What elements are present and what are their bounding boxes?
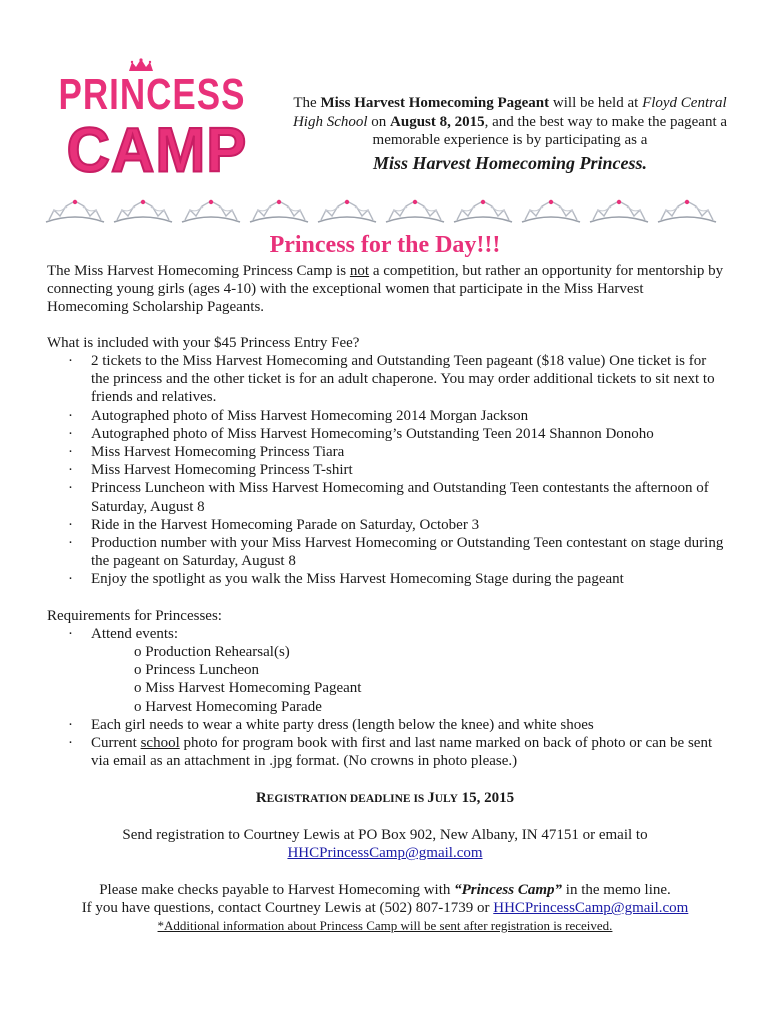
list-item [62, 461, 727, 479]
intro-description [47, 262, 727, 317]
list-item [62, 443, 727, 461]
deadline-date: 15, 2015 [457, 790, 515, 806]
list-item-text: Enjoy the spotlight as you walk the Miss Harvest Homecoming Stage during the pageant [91, 571, 624, 588]
tiara-icon [46, 200, 104, 222]
deadline-text: DEADLINE IS [346, 793, 428, 805]
bullet-icon: · [68, 516, 73, 533]
bullet-icon: · [68, 480, 73, 497]
list-item-text: Each girl needs to wear a white party dress (length below the knee) and white shoes [91, 717, 594, 733]
description-text: a competition, but rather an opportunity for mentorship by connecting young girls (ages 4-10) with the exceptional women that participate in the Miss Harvest Homecoming Scholarship Pageants. [47, 263, 724, 316]
list-item [62, 352, 727, 407]
sublist-item: o Harvest Homecoming Parade [134, 698, 322, 715]
list-item-text: Current [91, 735, 141, 752]
intro-paragraph [290, 94, 730, 174]
list-item-text: 2 tickets to the Miss Harvest Homecoming and Outstanding Teen pageant ($18 value) One ticket is for the princess and the other ticket is for an adult chaperone. You may order additional tickets to sit next to friends and relatives. [91, 353, 715, 406]
included-question: What is included with your $45 Princess Entry Fee? [47, 335, 360, 351]
email-link[interactable]: HHCPrincessCamp@gmail.com [287, 845, 483, 862]
bullet-icon: · [68, 717, 73, 733]
sublist-item: o Princess Luncheon [134, 662, 259, 679]
bullet-icon: · [68, 626, 73, 642]
questions-line [0, 899, 770, 917]
list-item-text: photo for program book with first and last name marked on back of photo or can be sent via email as an attachment in .jpg format. (No crowns in photo please.) [91, 735, 713, 770]
emphasis-school: school [140, 735, 180, 752]
bullet-icon: · [68, 535, 73, 552]
princess-camp-logo [52, 58, 262, 186]
tiara-icon [386, 200, 444, 222]
payment-info [0, 881, 770, 936]
send-text: Send registration to Courtney Lewis at PO Box 902, New Albany, IN 47151 or email to [122, 827, 648, 843]
page-heading: Princess for the Day!!! [269, 232, 501, 258]
list-item-text: Miss Harvest Homecoming Princess T-shirt [91, 462, 353, 479]
checks-line [0, 881, 770, 899]
princess-highlight: Miss Harvest Homecoming Princess. [373, 152, 647, 173]
list-item [62, 479, 727, 515]
bullet-icon: · [68, 462, 73, 479]
list-item [62, 407, 727, 425]
logo-camp-text: CAMP [66, 115, 248, 186]
tiara-icon [114, 200, 172, 222]
description-text: The Miss Harvest Homecoming Princess Camp is [47, 263, 350, 279]
list-item [62, 734, 727, 770]
included-list [62, 352, 727, 589]
additional-info-note: *Additional information about Princess Camp will be sent after registration is received. [157, 918, 613, 934]
tiara-icon [318, 200, 376, 222]
list-item [62, 425, 727, 443]
checks-text: in the memo line. [562, 882, 671, 898]
list-item-text: Autographed photo of Miss Harvest Homecoming 2014 Morgan Jackson [91, 407, 529, 424]
requirements-list [62, 625, 727, 643]
tiara-icon [250, 200, 308, 222]
pageant-date: August 8, 2015 [390, 113, 485, 130]
list-item-text: Princess Luncheon with Miss Harvest Homecoming and Outstanding Teen contestants the afternoon of Saturday, August 8 [91, 480, 709, 515]
requirements-title: Requirements for Princesses: [47, 608, 222, 624]
email-link[interactable]: HHCPrincessCamp@gmail.com [493, 900, 689, 917]
list-item-text: Ride in the Harvest Homecoming Parade on Saturday, October 3 [91, 516, 480, 533]
tiara-icon [658, 200, 716, 222]
tiara-border [44, 198, 734, 228]
list-item [62, 534, 727, 570]
events-sublist [134, 643, 534, 716]
bullet-icon: · [68, 444, 73, 461]
pageant-name: Miss Harvest Homecoming Pageant [320, 95, 550, 111]
list-item [62, 716, 727, 734]
tiara-icon [182, 200, 240, 222]
intro-text: The [293, 95, 321, 111]
sublist-item: o Miss Harvest Homecoming Pageant [134, 680, 362, 697]
sublist-item: o Production Rehearsal(s) [134, 644, 290, 660]
list-item [62, 570, 727, 588]
bullet-icon: · [68, 735, 73, 752]
tiara-icon [590, 200, 648, 222]
logo-princess-text: PRINCESS [58, 70, 246, 119]
deadline-text: ULY [434, 793, 458, 805]
list-item [62, 625, 727, 643]
bullet-icon: · [68, 571, 73, 588]
deadline-text: J [427, 790, 435, 806]
intro-text: will be held at [549, 95, 643, 111]
bullet-icon: · [68, 407, 73, 424]
list-item-text: Production number with your Miss Harvest Homecoming or Outstanding Teen contestant on stage during the pageant on Saturday, August 8 [91, 535, 724, 570]
venue-name: Floyd Central High School [292, 95, 727, 130]
tiara-icon [522, 200, 580, 222]
requirements-list-continued [62, 716, 727, 771]
deadline-text: EGISTRATION [266, 793, 347, 805]
list-item-text: Miss Harvest Homecoming Princess Tiara [91, 444, 345, 461]
deadline-text: R [255, 790, 267, 806]
memo-emphasis: “Princess Camp” [454, 882, 563, 898]
bullet-icon: · [68, 425, 73, 442]
intro-text: , and the best way to make the pageant a memorable experience is by participating as a [372, 113, 728, 148]
questions-text: If you have questions, contact Courtney Lewis at (502) 807-1739 or [81, 900, 494, 917]
checks-text: Please make checks payable to Harvest Homecoming with [99, 882, 455, 898]
send-registration [0, 826, 770, 862]
tiara-icon [454, 200, 512, 222]
list-item-text: Autographed photo of Miss Harvest Homecoming’s Outstanding Teen 2014 Shannon Donoho [91, 425, 654, 442]
list-item [62, 516, 727, 534]
bullet-icon: · [68, 353, 73, 369]
emphasis-not: not [349, 263, 370, 279]
intro-text: on [367, 113, 391, 130]
list-item-text: Attend events: [91, 626, 179, 642]
registration-deadline [0, 790, 770, 807]
